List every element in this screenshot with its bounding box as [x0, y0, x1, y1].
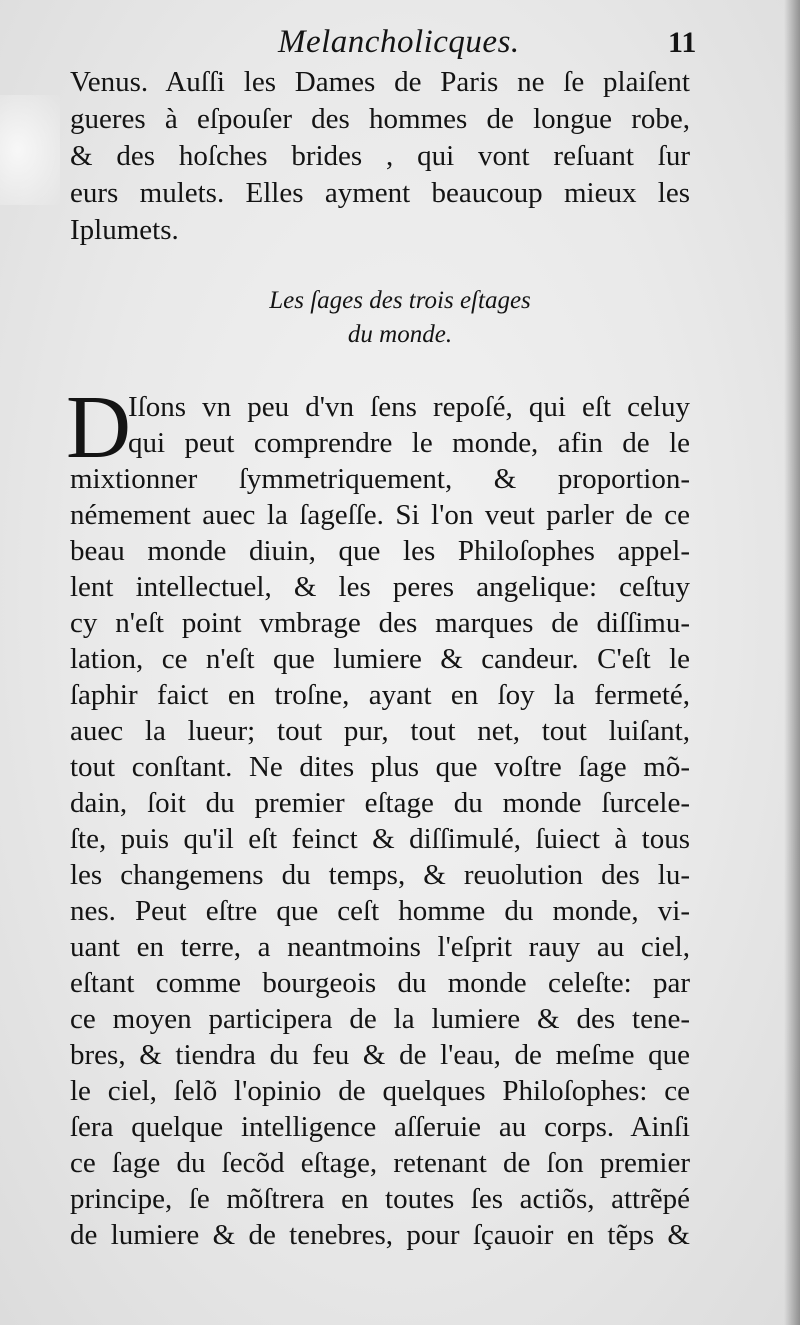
text-line: principe, ſe mõſtrera en toutes ſes actiõs, attrẽpé: [70, 1183, 690, 1215]
text-line: le ciel, ſelõ l'opinio de quelques Philoſophes: ce: [70, 1075, 690, 1107]
text-line: beau monde diuin, que les Philoſophes appel-: [70, 535, 690, 567]
section-heading-line-1: Les ſages des trois eſtages: [269, 287, 531, 314]
text-line: dain, ſoit du premier eſtage du monde ſurcele-: [70, 787, 690, 819]
text-line: cy n'eſt point vmbrage des marques de diſſimu-: [70, 607, 690, 639]
text-line: lation, ce n'eſt que lumiere & candeur. C'eſt le: [70, 643, 690, 675]
drop-cap: D: [66, 378, 131, 477]
text-line: les changemens du temps, & reuolution des lu-: [70, 859, 690, 891]
text-line: gueres à eſpouſer des hommes de longue robe,: [70, 103, 690, 135]
section-heading-line-2: du monde.: [347, 321, 453, 348]
page-edge-shadow: [784, 0, 800, 1325]
text-line: ſte, puis qu'il eſt feinct & diſſimulé, ſuiect à tous: [70, 823, 690, 855]
text-line: mixtionner ſymmetriquement, & proportion-: [70, 463, 690, 495]
text-line: qui peut comprendre le monde, afin de le: [128, 427, 690, 459]
text-line: Iſons vn peu d'vn ſens repoſé, qui eſt celuy: [128, 391, 690, 423]
text-line: ſera quelque intelligence aſſeruie au corps. Ainſi: [70, 1111, 690, 1143]
page-number: 11: [668, 26, 697, 59]
text-line: ce moyen participera de la lumiere & des tene-: [70, 1003, 690, 1035]
text-line: eurs mulets. Elles ayment beaucoup mieux les: [70, 177, 690, 209]
text-line: bres, & tiendra du feu & de l'eau, de meſme que: [70, 1039, 690, 1071]
text-line: ce ſage du ſecõd eſtage, retenant de ſon premier: [70, 1147, 690, 1179]
text-line: némement auec la ſageſſe. Si l'on veut parler de ce: [70, 499, 690, 531]
text-line: nes. Peut eſtre que ceſt homme du monde, vi-: [70, 895, 690, 927]
text-line: & des hoſches brides , qui vont reſuant ſur: [70, 140, 690, 172]
text-line: uant en terre, a neantmoins l'eſprit rauy au ciel,: [70, 931, 690, 963]
text-line: Venus. Auſſi les Dames de Paris ne ſe plaiſent: [70, 66, 690, 98]
text-line: de lumiere & de tenebres, pour ſçauoir en tẽps &: [70, 1219, 690, 1251]
text-line: ſaphir faict en troſne, ayant en ſoy la fermeté,: [70, 679, 690, 711]
text-line: tout conſtant. Ne dites plus que voſtre ſage mõ-: [70, 751, 690, 783]
text-line: Iplumets.: [70, 214, 179, 246]
text-line: lent intellectuel, & les peres angelique: ceſtuy: [70, 571, 690, 603]
text-line: eſtant comme bourgeois du monde celeſte: par: [70, 967, 690, 999]
running-title: Melancholicques.: [278, 24, 520, 60]
text-line: auec la lueur; tout pur, tout net, tout luiſant,: [70, 715, 690, 747]
running-head: [0, 20, 800, 64]
paper-stain: [0, 95, 60, 205]
